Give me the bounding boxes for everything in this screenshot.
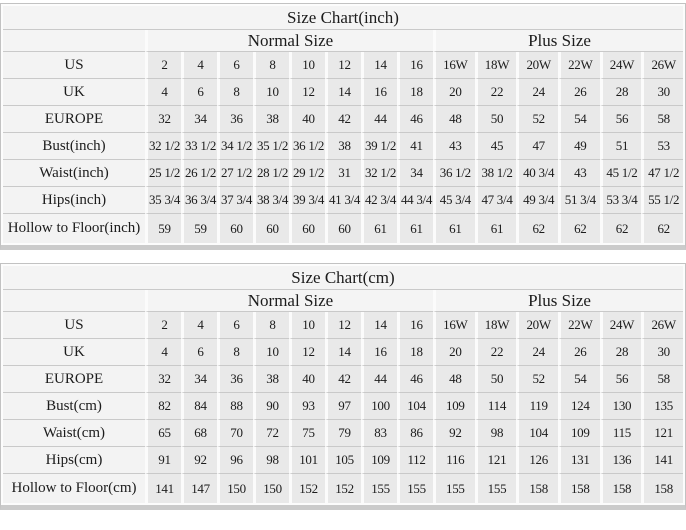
size-value-cell: 12: [325, 52, 361, 79]
size-value-cell: 104: [516, 420, 558, 447]
size-value-cell: 18W: [475, 312, 517, 339]
size-value-cell: 34: [181, 366, 217, 393]
size-value-cell: 60: [325, 214, 361, 243]
table-row: [3, 393, 683, 420]
size-value-cell: 4: [145, 79, 181, 106]
size-value-cell: 46: [397, 366, 433, 393]
size-value-cell: 31: [325, 160, 361, 187]
size-value-cell: 105: [325, 447, 361, 474]
size-value-cell: 47 3/4: [475, 187, 517, 214]
table-row: [3, 214, 683, 243]
size-value-cell: 136: [600, 447, 642, 474]
size-value-cell: 50: [475, 106, 517, 133]
group-header-row: [3, 30, 683, 52]
row-header: Hollow to Floor(cm): [3, 474, 145, 503]
size-value-cell: 6: [181, 79, 217, 106]
size-value-cell: 155: [397, 474, 433, 503]
corner-cell: [3, 290, 145, 312]
table-row: [3, 133, 683, 160]
size-value-cell: 101: [289, 447, 325, 474]
size-value-cell: 98: [475, 420, 517, 447]
size-value-cell: 93: [289, 393, 325, 420]
size-value-cell: 20W: [516, 52, 558, 79]
size-value-cell: 43: [433, 133, 475, 160]
plus-size-header: Plus Size: [433, 290, 683, 312]
size-value-cell: 24: [516, 79, 558, 106]
size-value-cell: 24: [516, 339, 558, 366]
size-value-cell: 14: [325, 339, 361, 366]
size-value-cell: 16: [397, 52, 433, 79]
size-value-cell: 24W: [600, 312, 642, 339]
size-value-cell: 147: [181, 474, 217, 503]
size-value-cell: 36 1/2: [433, 160, 475, 187]
size-value-cell: 121: [475, 447, 517, 474]
size-value-cell: 41: [397, 133, 433, 160]
size-value-cell: 36 1/2: [289, 133, 325, 160]
size-value-cell: 158: [516, 474, 558, 503]
size-chart-table: [3, 266, 683, 503]
size-value-cell: 60: [217, 214, 253, 243]
size-value-cell: 4: [181, 52, 217, 79]
size-value-cell: 58: [641, 366, 683, 393]
size-value-cell: 86: [397, 420, 433, 447]
size-value-cell: 62: [600, 214, 642, 243]
size-value-cell: 22: [475, 339, 517, 366]
size-value-cell: 6: [181, 339, 217, 366]
size-value-cell: 59: [181, 214, 217, 243]
size-value-cell: 36 3/4: [181, 187, 217, 214]
size-value-cell: 124: [558, 393, 600, 420]
size-value-cell: 28: [600, 339, 642, 366]
size-value-cell: 10: [253, 79, 289, 106]
size-value-cell: 45 1/2: [600, 160, 642, 187]
size-value-cell: 52: [516, 366, 558, 393]
size-value-cell: 152: [289, 474, 325, 503]
size-value-cell: 20W: [516, 312, 558, 339]
size-value-cell: 26W: [641, 52, 683, 79]
size-value-cell: 42: [325, 106, 361, 133]
size-value-cell: 14: [325, 79, 361, 106]
size-value-cell: 39 3/4: [289, 187, 325, 214]
size-value-cell: 6: [217, 52, 253, 79]
size-chart-table: [3, 6, 683, 243]
size-chart-cm-section: [0, 263, 686, 510]
size-value-cell: 25 1/2: [145, 160, 181, 187]
size-value-cell: 48: [433, 106, 475, 133]
size-value-cell: 10: [289, 312, 325, 339]
size-value-cell: 16: [361, 79, 397, 106]
size-value-cell: 32: [145, 366, 181, 393]
row-header: Waist(cm): [3, 420, 145, 447]
size-value-cell: 16W: [433, 312, 475, 339]
size-value-cell: 61: [397, 214, 433, 243]
row-header: Hollow to Floor(inch): [3, 214, 145, 243]
size-value-cell: 43: [558, 160, 600, 187]
row-header: EUROPE: [3, 106, 145, 133]
size-value-cell: 61: [361, 214, 397, 243]
row-header: Bust(cm): [3, 393, 145, 420]
size-value-cell: 98: [253, 447, 289, 474]
size-value-cell: 24W: [600, 52, 642, 79]
size-value-cell: 70: [217, 420, 253, 447]
table-title: Size Chart(inch): [3, 6, 683, 30]
size-value-cell: 62: [516, 214, 558, 243]
size-value-cell: 40 3/4: [516, 160, 558, 187]
size-value-cell: 82: [145, 393, 181, 420]
table-row: [3, 187, 683, 214]
size-value-cell: 115: [600, 420, 642, 447]
plus-size-header: Plus Size: [433, 30, 683, 52]
size-value-cell: 38: [253, 106, 289, 133]
size-value-cell: 91: [145, 447, 181, 474]
size-value-cell: 12: [325, 312, 361, 339]
size-value-cell: 18: [397, 79, 433, 106]
size-value-cell: 34: [181, 106, 217, 133]
table-row: [3, 366, 683, 393]
table-row: [3, 339, 683, 366]
size-value-cell: 131: [558, 447, 600, 474]
size-value-cell: 4: [145, 339, 181, 366]
size-value-cell: 92: [181, 447, 217, 474]
size-value-cell: 109: [433, 393, 475, 420]
size-value-cell: 158: [600, 474, 642, 503]
size-value-cell: 60: [289, 214, 325, 243]
size-value-cell: 48: [433, 366, 475, 393]
size-value-cell: 60: [253, 214, 289, 243]
size-value-cell: 53 3/4: [600, 187, 642, 214]
size-value-cell: 130: [600, 393, 642, 420]
size-value-cell: 2: [145, 52, 181, 79]
size-value-cell: 33 1/2: [181, 133, 217, 160]
size-value-cell: 51: [600, 133, 642, 160]
size-value-cell: 155: [361, 474, 397, 503]
size-value-cell: 100: [361, 393, 397, 420]
row-header: UK: [3, 339, 145, 366]
size-value-cell: 75: [289, 420, 325, 447]
size-value-cell: 96: [217, 447, 253, 474]
size-value-cell: 49 3/4: [516, 187, 558, 214]
size-value-cell: 68: [181, 420, 217, 447]
size-value-cell: 109: [361, 447, 397, 474]
title-row: [3, 6, 683, 30]
size-value-cell: 58: [641, 106, 683, 133]
size-value-cell: 20: [433, 79, 475, 106]
size-value-cell: 40: [289, 366, 325, 393]
title-row: [3, 266, 683, 290]
row-header: US: [3, 312, 145, 339]
size-value-cell: 50: [475, 366, 517, 393]
size-value-cell: 92: [433, 420, 475, 447]
table-row: [3, 106, 683, 133]
size-value-cell: 56: [600, 366, 642, 393]
size-value-cell: 42: [325, 366, 361, 393]
size-value-cell: 36: [217, 106, 253, 133]
size-value-cell: 150: [217, 474, 253, 503]
size-value-cell: 26 1/2: [181, 160, 217, 187]
size-value-cell: 54: [558, 366, 600, 393]
group-header-row: [3, 290, 683, 312]
size-value-cell: 30: [641, 339, 683, 366]
size-value-cell: 53: [641, 133, 683, 160]
row-header: US: [3, 52, 145, 79]
size-value-cell: 46: [397, 106, 433, 133]
size-value-cell: 8: [217, 339, 253, 366]
size-value-cell: 59: [145, 214, 181, 243]
size-value-cell: 126: [516, 447, 558, 474]
table-row: [3, 160, 683, 187]
size-value-cell: 18W: [475, 52, 517, 79]
size-value-cell: 45 3/4: [433, 187, 475, 214]
size-value-cell: 158: [641, 474, 683, 503]
size-value-cell: 61: [433, 214, 475, 243]
size-value-cell: 54: [558, 106, 600, 133]
size-value-cell: 14: [361, 52, 397, 79]
size-value-cell: 52: [516, 106, 558, 133]
size-value-cell: 27 1/2: [217, 160, 253, 187]
table-row: [3, 79, 683, 106]
size-value-cell: 72: [253, 420, 289, 447]
size-value-cell: 32: [145, 106, 181, 133]
size-value-cell: 158: [558, 474, 600, 503]
size-value-cell: 45: [475, 133, 517, 160]
row-header: Hips(cm): [3, 447, 145, 474]
size-value-cell: 155: [433, 474, 475, 503]
size-value-cell: 34: [397, 160, 433, 187]
row-header: EUROPE: [3, 366, 145, 393]
normal-size-header: Normal Size: [145, 290, 433, 312]
size-value-cell: 16: [361, 339, 397, 366]
size-value-cell: 47: [516, 133, 558, 160]
size-value-cell: 51 3/4: [558, 187, 600, 214]
size-value-cell: 38: [253, 366, 289, 393]
size-value-cell: 38: [325, 133, 361, 160]
size-value-cell: 40: [289, 106, 325, 133]
table-row: [3, 420, 683, 447]
size-value-cell: 12: [289, 339, 325, 366]
size-value-cell: 36: [217, 366, 253, 393]
size-value-cell: 41 3/4: [325, 187, 361, 214]
size-value-cell: 141: [641, 447, 683, 474]
size-value-cell: 16: [397, 312, 433, 339]
size-value-cell: 97: [325, 393, 361, 420]
size-value-cell: 22W: [558, 52, 600, 79]
size-value-cell: 150: [253, 474, 289, 503]
size-value-cell: 2: [145, 312, 181, 339]
size-value-cell: 8: [253, 312, 289, 339]
size-value-cell: 32 1/2: [361, 160, 397, 187]
size-value-cell: 116: [433, 447, 475, 474]
size-value-cell: 6: [217, 312, 253, 339]
size-value-cell: 16W: [433, 52, 475, 79]
size-value-cell: 38 3/4: [253, 187, 289, 214]
size-chart-inch-section: [0, 3, 686, 250]
size-value-cell: 30: [641, 79, 683, 106]
size-value-cell: 28: [600, 79, 642, 106]
size-value-cell: 79: [325, 420, 361, 447]
corner-cell: [3, 30, 145, 52]
size-value-cell: 104: [397, 393, 433, 420]
size-value-cell: 44 3/4: [397, 187, 433, 214]
table-title: Size Chart(cm): [3, 266, 683, 290]
table-row: [3, 474, 683, 503]
size-value-cell: 62: [641, 214, 683, 243]
row-header: Waist(inch): [3, 160, 145, 187]
size-value-cell: 44: [361, 366, 397, 393]
size-value-cell: 90: [253, 393, 289, 420]
size-value-cell: 22W: [558, 312, 600, 339]
size-value-cell: 26W: [641, 312, 683, 339]
table-row: [3, 447, 683, 474]
size-value-cell: 141: [145, 474, 181, 503]
size-value-cell: 88: [217, 393, 253, 420]
size-value-cell: 4: [181, 312, 217, 339]
size-value-cell: 35 3/4: [145, 187, 181, 214]
size-value-cell: 49: [558, 133, 600, 160]
size-value-cell: 14: [361, 312, 397, 339]
row-header: UK: [3, 79, 145, 106]
table-row: [3, 52, 683, 79]
normal-size-header: Normal Size: [145, 30, 433, 52]
size-value-cell: 29 1/2: [289, 160, 325, 187]
size-value-cell: 37 3/4: [217, 187, 253, 214]
size-value-cell: 84: [181, 393, 217, 420]
size-value-cell: 38 1/2: [475, 160, 517, 187]
size-value-cell: 56: [600, 106, 642, 133]
size-value-cell: 10: [289, 52, 325, 79]
size-value-cell: 26: [558, 339, 600, 366]
size-value-cell: 18: [397, 339, 433, 366]
size-value-cell: 39 1/2: [361, 133, 397, 160]
row-header: Hips(inch): [3, 187, 145, 214]
size-value-cell: 42 3/4: [361, 187, 397, 214]
size-value-cell: 8: [217, 79, 253, 106]
size-value-cell: 8: [253, 52, 289, 79]
size-value-cell: 20: [433, 339, 475, 366]
size-value-cell: 12: [289, 79, 325, 106]
size-value-cell: 35 1/2: [253, 133, 289, 160]
size-value-cell: 112: [397, 447, 433, 474]
size-value-cell: 83: [361, 420, 397, 447]
size-value-cell: 65: [145, 420, 181, 447]
size-value-cell: 55 1/2: [641, 187, 683, 214]
size-value-cell: 47 1/2: [641, 160, 683, 187]
size-value-cell: 44: [361, 106, 397, 133]
row-header: Bust(inch): [3, 133, 145, 160]
size-value-cell: 114: [475, 393, 517, 420]
size-value-cell: 152: [325, 474, 361, 503]
size-value-cell: 155: [475, 474, 517, 503]
size-value-cell: 61: [475, 214, 517, 243]
size-value-cell: 121: [641, 420, 683, 447]
size-value-cell: 135: [641, 393, 683, 420]
size-value-cell: 32 1/2: [145, 133, 181, 160]
size-value-cell: 62: [558, 214, 600, 243]
size-value-cell: 119: [516, 393, 558, 420]
size-value-cell: 28 1/2: [253, 160, 289, 187]
size-value-cell: 10: [253, 339, 289, 366]
size-value-cell: 22: [475, 79, 517, 106]
size-value-cell: 109: [558, 420, 600, 447]
size-value-cell: 34 1/2: [217, 133, 253, 160]
size-value-cell: 26: [558, 79, 600, 106]
table-row: [3, 312, 683, 339]
